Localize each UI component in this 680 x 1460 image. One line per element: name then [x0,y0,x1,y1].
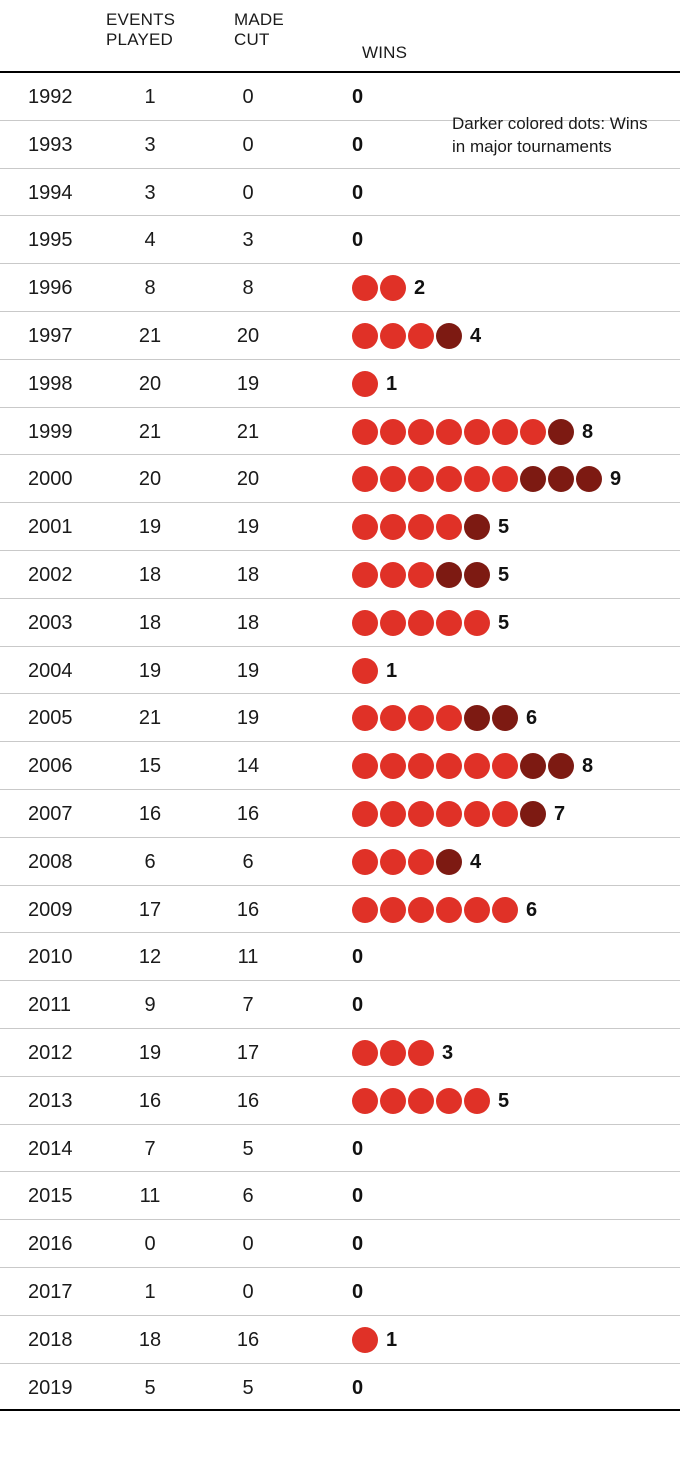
cell-made-cut: 16 [236,1328,260,1351]
cell-year: 2004 [28,659,73,682]
cell-events-played: 6 [144,850,156,873]
win-dot [408,610,434,636]
wins-count-label: 0 [352,1233,364,1256]
cell-year: 2007 [28,803,73,825]
cell-wins [352,180,363,206]
table-row [0,646,680,696]
cell-wins [352,1231,363,1257]
cell-events-played: 21 [138,325,162,347]
cell-events-played: 5 [144,1376,156,1399]
win-dot [380,514,406,540]
win-dot [380,801,406,827]
footer-rule [0,1409,680,1411]
wins-count-label: 0 [352,86,364,108]
table-row [0,215,680,265]
row-separator [0,885,680,886]
win-dot [380,323,406,349]
cell-wins [352,275,425,301]
win-dot [352,275,378,301]
cell-made-cut: 0 [242,1281,254,1303]
cell-events-played: 19 [138,659,162,682]
win-dot [492,897,518,923]
cell-wins [352,419,593,445]
major-win-dot [464,562,490,588]
cell-year: 2009 [28,898,73,921]
cell-made-cut: 5 [242,1137,254,1160]
cell-events-played: 8 [144,277,156,300]
cell-year: 1993 [28,133,73,156]
wins-count-label: 0 [352,994,364,1017]
column-header-wins: WINS [362,43,408,62]
row-separator [0,789,680,790]
cell-events-played: 15 [138,755,162,778]
cell-wins [352,1088,509,1114]
cell-events-played: 21 [138,420,162,443]
win-dot [352,801,378,827]
cell-wins [352,658,397,684]
wins-count-label: 8 [582,420,594,443]
table-row [0,1363,680,1413]
win-dot [464,1088,490,1114]
major-win-dot [492,705,518,731]
cell-events-played: 19 [138,516,162,539]
cell-wins [352,849,481,875]
cell-events-played: 12 [138,946,162,969]
cell-wins [352,1375,363,1401]
win-dot [352,849,378,875]
win-dot [352,897,378,923]
table-row [0,980,680,1030]
table-row [0,837,680,887]
cell-made-cut: 19 [236,707,260,730]
cell-events-played: 3 [144,181,156,204]
cell-year: 1999 [28,420,73,443]
major-win-dot [548,753,574,779]
wins-count-label: 0 [352,1281,364,1303]
win-dot [436,801,462,827]
cell-made-cut: 6 [242,1185,254,1208]
table-header [0,0,680,72]
cell-year: 2013 [28,1089,73,1112]
wins-count-label: 7 [554,803,566,825]
win-dot [436,897,462,923]
cell-events-played: 9 [144,994,156,1017]
cell-made-cut: 7 [242,994,254,1017]
cell-year: 2006 [28,755,73,778]
cell-events-played: 18 [138,611,162,634]
row-separator [0,359,680,360]
major-win-dot [520,801,546,827]
cell-year: 2005 [28,707,73,730]
cell-year: 2008 [28,850,73,873]
wins-count-label: 0 [352,133,364,156]
table-row [0,741,680,791]
win-dot [380,849,406,875]
table-row [0,885,680,935]
cell-wins [352,1279,363,1305]
win-dot [436,705,462,731]
win-dot [464,610,490,636]
cell-made-cut: 16 [236,1089,260,1112]
table-row [0,1171,680,1221]
cell-wins [352,1183,363,1209]
win-dot [352,562,378,588]
cell-wins [352,705,537,731]
wins-count-label: 0 [352,946,364,969]
table-row [0,932,680,982]
cell-wins [352,1040,453,1066]
cell-wins [352,84,363,110]
win-dot [380,1088,406,1114]
cell-made-cut: 8 [242,277,254,300]
win-dot [436,466,462,492]
win-dot [352,1088,378,1114]
major-win-dot [464,705,490,731]
win-dot [408,466,434,492]
cell-made-cut: 16 [236,803,260,825]
cell-made-cut: 11 [237,946,259,969]
win-dot [492,753,518,779]
win-dot [352,753,378,779]
wins-count-label: 5 [498,1089,510,1112]
cell-made-cut: 19 [236,372,260,395]
cell-year: 1995 [28,229,73,252]
cell-events-played: 16 [138,1089,162,1112]
row-separator [0,550,680,551]
table-row [0,1028,680,1078]
major-win-dot [520,753,546,779]
cell-wins [352,466,621,492]
cell-wins [352,897,537,923]
win-dot [352,514,378,540]
major-win-dot [520,466,546,492]
row-separator [0,1124,680,1125]
cell-events-played: 1 [144,1281,156,1303]
table-row [0,1076,680,1126]
cell-events-played: 11 [139,1185,161,1208]
win-dot [380,466,406,492]
win-dot [408,323,434,349]
win-dot [520,419,546,445]
win-dot [408,562,434,588]
win-dot [352,419,378,445]
cell-made-cut: 19 [236,659,260,682]
win-dot [380,275,406,301]
win-dot [352,658,378,684]
win-dot [380,419,406,445]
row-separator [0,263,680,264]
cell-wins [352,132,363,158]
wins-count-label: 4 [470,325,482,347]
row-separator [0,1315,680,1316]
cell-year: 2011 [28,994,72,1017]
major-win-dot [548,466,574,492]
win-dot [408,419,434,445]
cell-made-cut: 18 [236,611,260,634]
wins-count-label: 0 [352,1137,364,1160]
major-win-dot [576,466,602,492]
legend-note: Darker colored dots: Wins in major tournaments [452,114,648,156]
row-separator [0,311,680,312]
row-separator [0,168,680,169]
win-dot [380,705,406,731]
table-row [0,502,680,552]
wins-count-label: 6 [526,898,538,921]
win-dot [352,610,378,636]
win-dot [408,897,434,923]
row-separator [0,1028,680,1029]
cell-wins [352,610,509,636]
cell-wins [352,801,565,827]
table-row [0,1124,680,1174]
cell-events-played: 0 [144,1233,156,1256]
cell-events-played: 20 [138,372,162,395]
cell-made-cut: 17 [236,1042,260,1064]
column-header-events-played-line1: EVENTS [106,10,176,29]
row-separator [0,598,680,599]
row-separator [0,1363,680,1364]
cell-events-played: 7 [144,1137,156,1160]
row-separator [0,932,680,933]
wins-count-label: 8 [582,755,594,778]
column-header-made-cut [234,10,284,50]
cell-made-cut: 0 [242,1233,254,1256]
column-header-made-cut-line1: MADE [234,10,284,29]
table-row [0,1219,680,1269]
cell-made-cut: 21 [236,420,260,443]
major-win-dot [464,514,490,540]
win-dot [352,705,378,731]
cell-made-cut: 6 [242,850,254,873]
table-row [0,168,680,218]
win-dot [380,1040,406,1066]
cell-wins [352,1327,397,1353]
cell-year: 2017 [28,1281,73,1303]
wins-count-label: 4 [470,850,482,873]
table-row [0,550,680,600]
cell-year: 2014 [28,1137,73,1160]
cell-made-cut: 19 [236,516,260,539]
cell-events-played: 3 [144,133,156,156]
win-dot [436,419,462,445]
cell-made-cut: 0 [242,86,254,108]
cell-year: 1996 [28,277,73,300]
table-row [0,789,680,839]
table-row [0,693,680,743]
table-row [0,263,680,313]
row-separator [0,646,680,647]
cell-made-cut: 3 [242,229,254,252]
win-dot [408,514,434,540]
wins-count-label: 3 [442,1042,454,1064]
row-separator [0,454,680,455]
win-dot [380,562,406,588]
win-dot [436,514,462,540]
cell-events-played: 18 [138,564,162,586]
cell-wins [352,1136,363,1162]
row-separator [0,215,680,216]
cell-wins [352,753,593,779]
wins-count-label: 9 [610,468,622,491]
row-separator [0,980,680,981]
row-separator [0,1219,680,1220]
cell-wins [352,514,509,540]
win-dot [380,753,406,779]
cell-made-cut: 20 [236,325,260,347]
cell-wins [352,323,481,349]
cell-made-cut: 18 [236,564,260,586]
win-dot [352,1327,378,1353]
wins-count-label: 1 [386,1328,398,1351]
win-dot [492,466,518,492]
cell-year: 2001 [28,516,73,539]
table-row [0,1267,680,1317]
cell-year: 2018 [28,1328,73,1351]
major-win-dot [436,323,462,349]
row-separator [0,1171,680,1172]
wins-count-label: 0 [352,181,364,204]
wins-count-label: 5 [498,564,510,586]
cell-made-cut: 16 [236,898,260,921]
win-dot [492,801,518,827]
win-dot [436,1088,462,1114]
row-separator [0,1267,680,1268]
cell-wins [352,944,363,970]
win-dot [408,753,434,779]
cell-year: 2016 [28,1233,73,1256]
cell-wins [352,992,363,1018]
table-row [0,407,680,457]
row-separator [0,407,680,408]
cell-wins [352,562,509,588]
row-separator [0,741,680,742]
win-dot [408,1040,434,1066]
cell-year: 1998 [28,372,73,395]
cell-events-played: 4 [144,229,156,252]
win-dot [408,1088,434,1114]
win-dot [464,897,490,923]
table-row [0,311,680,361]
win-dot [464,753,490,779]
cell-year: 2003 [28,611,73,634]
cell-year: 1994 [28,181,73,204]
cell-events-played: 19 [138,1042,162,1064]
cell-events-played: 16 [138,803,162,825]
cell-events-played: 18 [138,1328,162,1351]
win-dot [492,419,518,445]
table-row [0,454,680,504]
win-dot [436,753,462,779]
row-separator [0,837,680,838]
table-row [0,1315,680,1365]
cell-year: 1997 [28,325,73,347]
wins-count-label: 0 [352,229,364,252]
column-header-made-cut-line2: CUT [234,30,270,49]
cell-year: 2010 [28,946,73,969]
row-separator [0,1076,680,1077]
table-row [0,359,680,409]
wins-count-label: 6 [526,707,538,730]
win-dot [352,323,378,349]
win-dot [352,371,378,397]
major-win-dot [436,849,462,875]
cell-events-played: 17 [138,898,162,921]
win-dot [352,1040,378,1066]
cell-year: 1992 [28,86,73,108]
win-dot [380,897,406,923]
major-win-dot [436,562,462,588]
win-dot [408,801,434,827]
wins-count-label: 0 [352,1185,364,1208]
cell-made-cut: 14 [236,755,260,778]
cell-year: 2019 [28,1376,73,1399]
win-dot [436,610,462,636]
wins-count-label: 1 [386,372,398,395]
cell-wins [352,227,363,253]
cell-made-cut: 5 [242,1376,254,1399]
cell-events-played: 21 [138,707,162,730]
win-dot [408,705,434,731]
wins-count-label: 1 [386,659,398,682]
cell-made-cut: 20 [236,468,260,491]
win-dot [408,849,434,875]
row-separator [0,693,680,694]
wins-count-label: 2 [414,277,426,300]
row-separator [0,502,680,503]
cell-made-cut: 0 [242,181,254,204]
cell-made-cut: 0 [242,133,254,156]
major-win-dot [548,419,574,445]
win-dot [352,466,378,492]
cell-year: 2012 [28,1042,73,1064]
column-header-events-played-line2: PLAYED [106,30,174,49]
cell-year: 2000 [28,468,73,491]
cell-year: 2002 [28,564,73,586]
table-row [0,598,680,648]
cell-events-played: 1 [144,86,156,108]
cell-year: 2015 [28,1185,73,1208]
win-dot [464,419,490,445]
win-dot [380,610,406,636]
wins-count-label: 5 [498,611,510,634]
wins-count-label: 5 [498,516,510,539]
win-dot [464,801,490,827]
cell-events-played: 20 [138,468,162,491]
cell-wins [352,371,397,397]
win-dot [464,466,490,492]
column-header-events-played [106,10,175,50]
wins-count-label: 0 [352,1376,364,1399]
